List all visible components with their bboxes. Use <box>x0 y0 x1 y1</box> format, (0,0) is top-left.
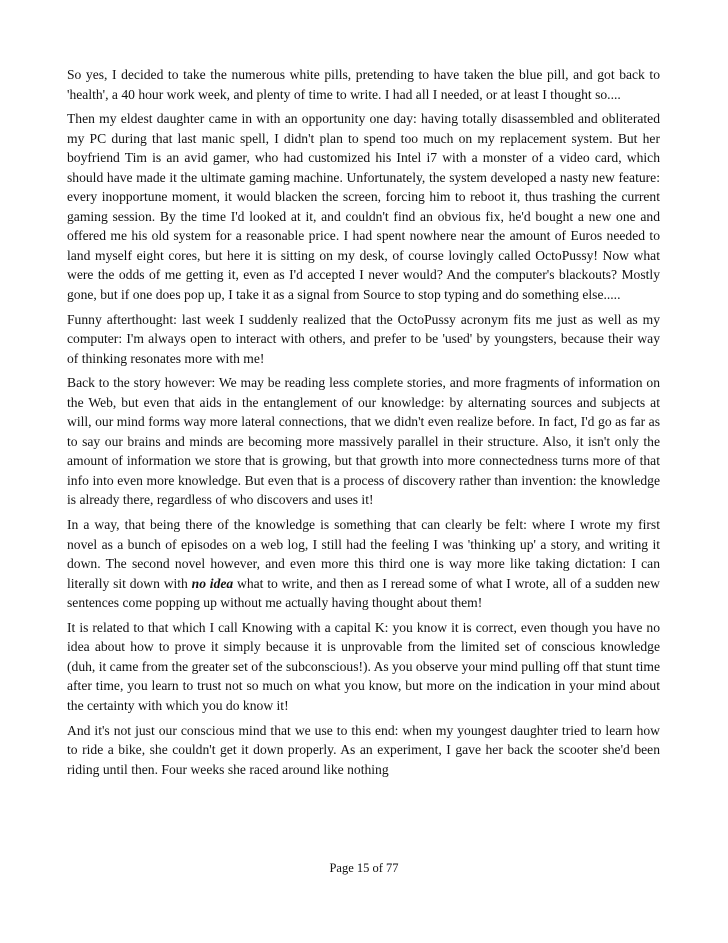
paragraph-dictation <box>67 515 660 613</box>
page-number: Page 15 of 77 <box>329 861 399 875</box>
paragraph-knowing: It is related to that which I call Knowing with a capital K: you know it is correct, even though you have no idea about how to prove it simply because it is unprovable from the limited set of conscious knowledge (duh, it came from the greater set of the subconscious!). As you observe your mind pulling off that stunt time after time, you learn to trust not so much on what you know, but more on the indication in your mind about the certainty with which you do know it! <box>67 619 660 713</box>
paragraph-octopussy-pc: Then my eldest daughter came in with an opportunity one day: having totally disassembled and obliterated my PC during that last manic spell, I didn't plan to spend too much on my replacement system. But her boyfriend Tim is an avid gamer, who had customized his Intel i7 with a monster of a video card, which should have made it the ultimate gaming machine. Unfortunately, the system developed a nasty new feature: every inopportune moment, it would blacken the screen, forcing him to reboot it, thus trashing the current gaming session. By the time I'd looked at it, and couldn't find an obvious fix, he'd bought a new one and offered me his old system for a reasonable price. I had spent nowhere near the amount of Euros needed to land myself eight cores, but here it is sitting on my desk, of course lovingly called OctoPussy! Now what were the odds of me getting it, even as I'd accepted I never would? And the computer's blackouts? Mostly gone, but if one does pop up, I take it as a signal from Source to stop typing and do something else..... <box>67 111 660 303</box>
no-idea-emphasis: no idea <box>191 575 234 591</box>
dictation-text-before: In a way, that being there of the knowledge is something that can clearly be felt: where I wrote my first novel as a bunch of episodes on a web log, I still had the feeling I was 'thinking up' a story, and writing it down. The second novel however, and even more this third one is way more like taking dictation: I can literally sit down with <box>67 517 660 591</box>
body-text <box>67 65 660 784</box>
paragraph-afterthought: Funny afterthought: last week I suddenly realized that the OctoPussy acronym fits me just as well as my computer: I'm always open to interact with others, and prefer to be 'used' by youngsters, because their way of thinking resonates more with me! <box>67 311 660 366</box>
paragraph-knowledge-web: Back to the story however: We may be reading less complete stories, and more fragments of information on the Web, but even that aids in the entanglement of our knowledge: by alternating sources and subjects at will, our mind forms way more lateral connections, that we didn't even realize before. In fact, I'd go as far as to say our brains and minds are becoming more massively parallel in their structure. Also, it isn't only the amount of information we store that is growing, but that growth into more connectedness turns more of that info into even more knowledge. But even that is a process of discovery rather than invention: the knowledge is already there, regardless of who discovers and uses it! <box>67 375 660 508</box>
paragraph-bike: And it's not just our conscious mind that we use to this end: when my youngest daughter tried to learn how to ride a bike, she couldn't get it down properly. As an experiment, I gave her back the scooter she'd been riding until then. Four weeks she raced around like nothing <box>67 722 660 777</box>
dictation-text-after: what to write, and then as I reread some of what I wrote, all of a sudden new sentences come popping up without me actually having thought about them! <box>67 575 660 611</box>
paragraph-white-pills: So yes, I decided to take the numerous white pills, pretending to have taken the blue pill, and got back to 'health', a 40 hour work week, and plenty of time to write. I had all I needed, or at least I thought so.... <box>67 67 660 102</box>
